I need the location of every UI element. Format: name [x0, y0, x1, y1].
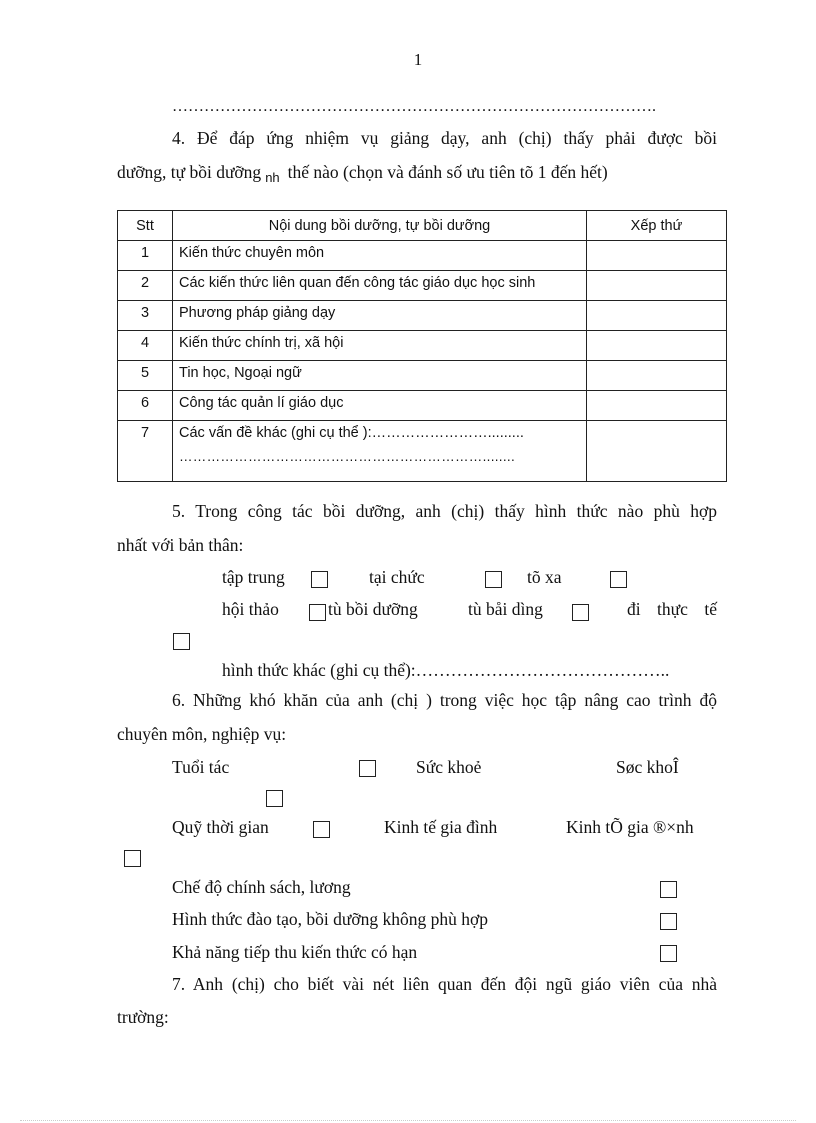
row-rank-cell[interactable]: [587, 241, 727, 271]
difficulty-label-soc-khoi: Søc khoÎ: [616, 757, 679, 777]
q5-line2: nhất với bản thân:: [117, 535, 244, 555]
table-row: [118, 301, 727, 331]
table-row: [118, 391, 727, 421]
row-content: Công tác quản lí giáo dục: [173, 391, 587, 421]
table-row: [118, 271, 727, 301]
option-label-hoi-thao: hội thảo: [222, 599, 279, 619]
row-stt: 4: [118, 331, 173, 361]
difficulty-label-quy-thoi-gian: Quỹ thời gian: [172, 817, 269, 837]
row-rank-cell[interactable]: [587, 271, 727, 301]
checkbox-tap-trung[interactable]: [311, 571, 328, 588]
q5-line1: 5. Trong công tác bồi dưỡng, anh (chị) thấy hình thức nào phù hợp: [172, 501, 717, 521]
option-label-tu-boi-duong: tù bồi dưỡng: [328, 599, 418, 619]
difficulty-label-kha-nang: Khả năng tiếp thu kiến thức có hạn: [172, 942, 418, 962]
checkbox-quy-thoi-gian[interactable]: [313, 821, 330, 838]
other-issues-label: Các vấn đề khác (ghi cụ thể ):…………………….........: [179, 425, 524, 441]
checkbox-suc-khoe[interactable]: [266, 790, 283, 807]
dotted-answer-line: ……………………………………………………………………………….: [172, 98, 656, 115]
page-bottom-divider: [20, 1120, 796, 1121]
table-row: [118, 331, 727, 361]
q7-line1: 7. Anh (chị) cho biết vài nét liên quan đến đội ngũ giáo viên của nhà: [172, 974, 717, 994]
option-label-tu-bai-ding: tù båi dìng: [468, 599, 543, 619]
checkbox-tai-chuc[interactable]: [485, 571, 502, 588]
row-content: Kiến thức chính trị, xã hội: [173, 331, 587, 361]
row-stt: 7: [118, 421, 173, 482]
table-row: [118, 361, 727, 391]
checkbox-kha-nang[interactable]: [660, 945, 677, 962]
row-rank-cell[interactable]: [587, 391, 727, 421]
table-row: [118, 421, 727, 482]
other-issues-dotted-line: …………………………………………………………........: [179, 449, 516, 464]
row-rank-cell[interactable]: [587, 331, 727, 361]
row-content: Các kiến thức liên quan đến công tác giáo dục học sinh: [173, 271, 587, 301]
row-content-other: [173, 421, 587, 482]
checkbox-kinh-te[interactable]: [124, 850, 141, 867]
option-label-di-thuc-te: đi thực tế: [627, 599, 717, 619]
row-content: Phương pháp giảng dạy: [173, 301, 587, 331]
option-label-to-xa: tõ xa: [527, 567, 562, 587]
row-stt: 6: [118, 391, 173, 421]
q4-line1: 4. Để đáp ứng nhiệm vụ giảng dạy, anh (chị) thấy phải được bồi: [172, 128, 717, 148]
checkbox-to-xa[interactable]: [610, 571, 627, 588]
checkbox-tuoi-tac[interactable]: [359, 760, 376, 777]
q4-stray-text: nh: [265, 170, 280, 185]
row-rank-cell[interactable]: [587, 421, 727, 482]
training-priority-table: [117, 210, 727, 482]
row-stt: 2: [118, 271, 173, 301]
row-rank-cell[interactable]: [587, 361, 727, 391]
q7-line2: trường:: [117, 1007, 169, 1027]
q6-line2: chuyên môn, nghiệp vụ:: [117, 724, 287, 744]
option-label-tap-trung: tập trung: [222, 567, 285, 587]
option-label-tai-chuc: tại chức: [369, 567, 425, 587]
difficulty-label-che-do: Chế độ chính sách, lương: [172, 877, 351, 897]
row-stt: 3: [118, 301, 173, 331]
q6-line1: 6. Những khó khăn của anh (chị ) trong việc học tập nâng cao trình độ: [172, 690, 717, 710]
checkbox-tu-boi-duong[interactable]: [572, 604, 589, 621]
header-rank: Xếp thứ: [587, 211, 727, 241]
difficulty-label-suc-khoe: Sức khoẻ: [416, 757, 482, 777]
checkbox-hinh-thuc-dao-tao[interactable]: [660, 913, 677, 930]
checkbox-che-do[interactable]: [660, 881, 677, 898]
table-row: [118, 241, 727, 271]
difficulty-label-tuoi-tac: Tuổi tác: [172, 757, 230, 777]
checkbox-di-thuc-te[interactable]: [173, 633, 190, 650]
difficulty-label-hinh-thuc-dao-tao: Hình thức đào tạo, bồi dưỡng không phù hợp: [172, 909, 488, 929]
q4-line2: [117, 162, 608, 185]
row-stt: 1: [118, 241, 173, 271]
page-number: 1: [413, 50, 423, 69]
option-label-hinh-thuc-khac: hình thức khác (ghi cụ thể):……………………………………..: [222, 660, 670, 680]
difficulty-label-kinh-te: Kinh tế gia đình: [384, 817, 498, 837]
difficulty-label-kinh-te-garbled: Kinh tÕ gia ®×nh: [566, 817, 694, 837]
row-content: Tin học, Ngoại ngữ: [173, 361, 587, 391]
q4-line2-start: dưỡng, tự bồi dưỡng: [117, 162, 262, 182]
q4-line2-end: thế nào (chọn và đánh số ưu tiên tõ 1 đến hết): [287, 162, 608, 182]
row-content: Kiến thức chuyên môn: [173, 241, 587, 271]
checkbox-hoi-thao[interactable]: [309, 604, 326, 621]
row-rank-cell[interactable]: [587, 301, 727, 331]
row-stt: 5: [118, 361, 173, 391]
header-content: Nội dung bồi dưỡng, tự bồi dưỡng: [173, 211, 587, 241]
header-stt: Stt: [118, 211, 173, 241]
